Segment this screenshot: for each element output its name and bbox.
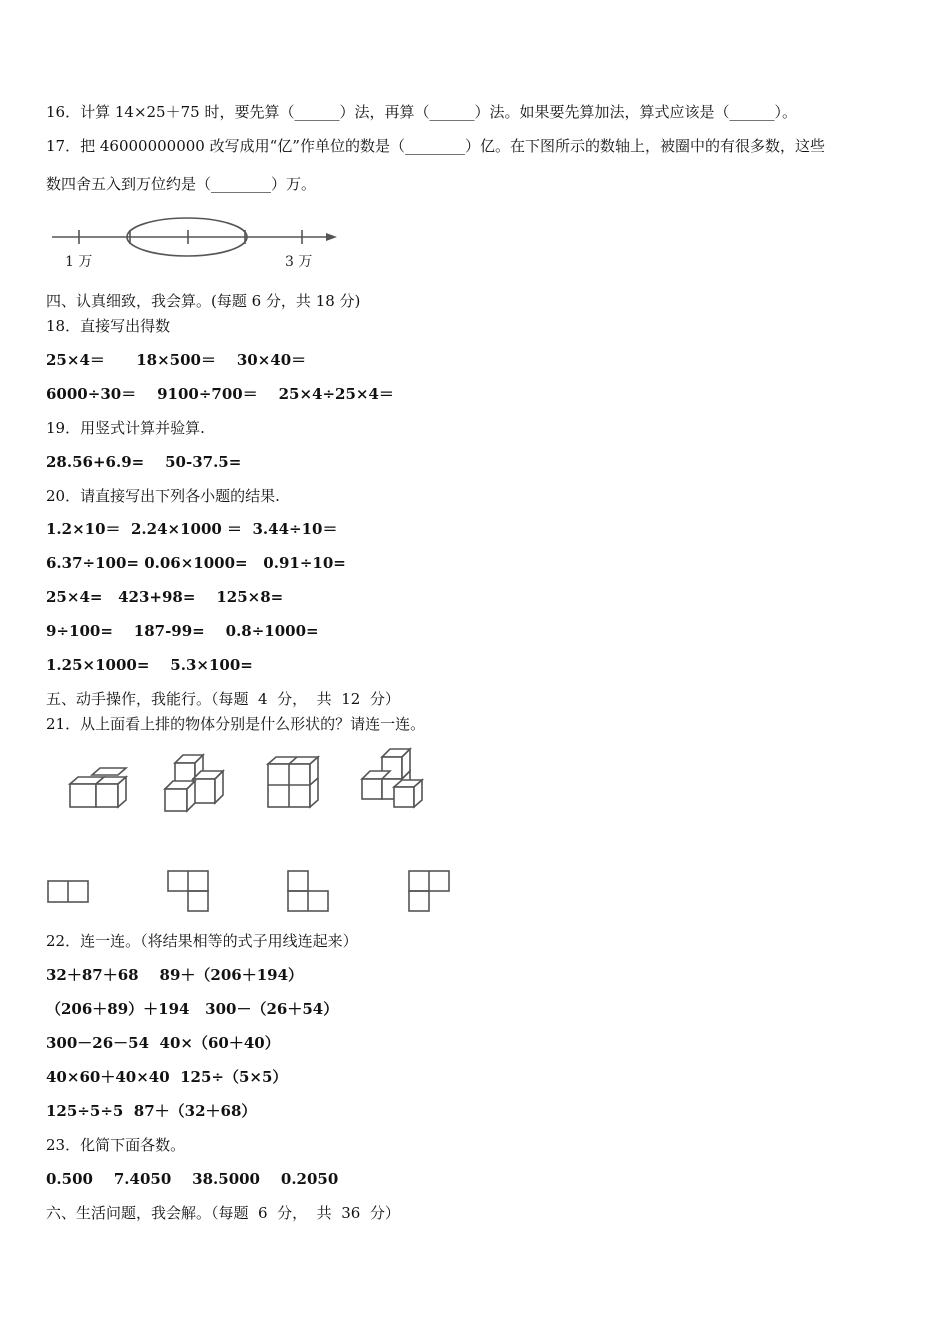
question-20-row4: 9÷100= 187-99= 0.8÷1000= — [46, 622, 319, 640]
question-20-row5: 1.25×1000= 5.3×100= — [46, 656, 253, 674]
section-6-heading: 六、生活问题，我会解。（每题 6 分， 共 36 分） — [46, 1204, 400, 1222]
question-20-row2: 6.37÷100= 0.06×1000= 0.91÷10= — [46, 554, 346, 572]
question-20-row1: 1.2×10＝ 2.24×1000 ＝ 3.44÷10＝ — [46, 520, 338, 538]
number-line-left-label: 1 万 — [65, 254, 93, 270]
question-18-title: 18．直接写出得数 — [46, 317, 171, 335]
question-19-row1: 28.56+6.9= 50-37.5= — [46, 453, 242, 471]
question-16: 16．计算 14×25＋75 时，要先算（______）法，再算（______）法。如果要先算加法，算式应该是（______）。 — [46, 103, 797, 121]
section-4-heading: 四、认真细致，我会算。(每题 6 分，共 18 分) — [46, 292, 361, 310]
question-22-row4: 40×60＋40×40 125÷（5×5） — [46, 1068, 288, 1086]
question-23-title: 23．化简下面各数。 — [46, 1136, 186, 1154]
question-22-title: 22．连一连。（将结果相等的式子用线连起来） — [46, 932, 358, 950]
question-20-title: 20．请直接写出下列各小题的结果. — [46, 487, 280, 505]
question-23-row1: 0.500 7.4050 38.5000 0.2050 — [46, 1170, 339, 1188]
question-22-row2: （206＋89）＋194 300－（26＋54） — [46, 1000, 339, 1018]
question-22-row1: 32＋87＋68 89＋（206＋194） — [46, 966, 304, 984]
question-19-title: 19．用竖式计算并验算. — [46, 419, 205, 437]
question-18-row2: 6000÷30＝ 9100÷700＝ 25×4÷25×4＝ — [46, 385, 394, 403]
question-20-row3: 25×4= 423+98= 125×8= — [46, 588, 284, 606]
question-18-row1: 25×4＝ 18×500＝ 30×40＝ — [46, 351, 307, 369]
question-17-line2: 数四舍五入到万位约是（________）万。 — [46, 175, 317, 193]
number-line-right-label: 3 万 — [285, 254, 313, 270]
question-22-row3: 300－26－54 40×（60＋40） — [46, 1034, 280, 1052]
section-5-heading: 五、动手操作，我能行。（每题 4 分， 共 12 分） — [46, 690, 400, 708]
question-17-line1: 17．把 46000000000 改写成用“亿”作单位的数是（________）亿。在下图所示的数轴上，被圈中的有很多数，这些 — [46, 137, 825, 155]
question-21-title: 21．从上面看上排的物体分别是什么形状的？请连一连。 — [46, 715, 426, 733]
question-22-row5: 125÷5÷5 87＋（32＋68） — [46, 1102, 257, 1120]
